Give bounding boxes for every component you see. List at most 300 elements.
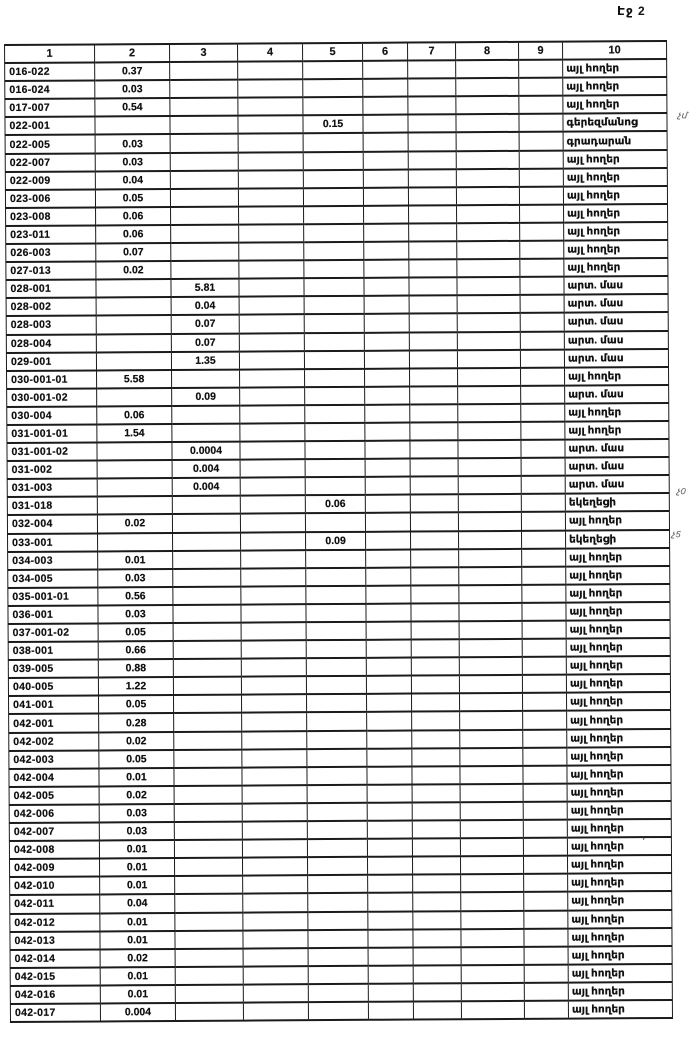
cell-land-use: այլ հողեր: [567, 765, 671, 784]
cell-col-9: [519, 96, 563, 114]
cell-col-2: 0.56: [98, 587, 173, 606]
cell-col-2: 0.06: [96, 207, 171, 226]
cell-col-6: [364, 278, 409, 296]
cell-col-2: 0.01: [100, 876, 175, 895]
cell-col-6: [364, 242, 409, 260]
cell-col-8: [459, 675, 522, 693]
cell-col-6: [364, 314, 409, 332]
cell-col-9: [520, 204, 564, 222]
cell-col-6: [366, 585, 411, 603]
cell-col-4: [240, 459, 305, 477]
cell-parcel-code: 035-001-01: [8, 587, 98, 606]
cell-col-5: [305, 513, 365, 531]
cell-col-9: [522, 657, 566, 675]
cell-col-3: [173, 586, 241, 605]
cell-col-2: 0.05: [98, 623, 173, 642]
cell-parcel-code: 042-009: [9, 859, 99, 878]
cell-col-6: [364, 205, 409, 223]
cell-col-3: [174, 840, 242, 859]
cell-col-4: [239, 260, 304, 278]
cell-col-6: [364, 332, 409, 350]
cell-land-use: այլ հողեր: [566, 674, 670, 693]
cell-parcel-code: 031-001-02: [7, 443, 97, 462]
land-parcel-table-wrap: [4, 40, 672, 1023]
cell-col-2: [96, 352, 171, 371]
cell-col-6: [363, 169, 408, 187]
cell-col-9: [520, 277, 564, 295]
cell-col-7: [412, 856, 460, 874]
cell-col-9: [519, 132, 563, 150]
cell-col-4: [240, 423, 305, 441]
cell-col-3: [172, 405, 240, 424]
cell-col-6: [368, 893, 413, 911]
cell-col-2: 0.04: [100, 894, 175, 913]
cell-col-9: [521, 367, 565, 385]
cell-col-7: [413, 965, 461, 983]
cell-col-3: [174, 804, 242, 823]
cell-col-6: [367, 712, 412, 730]
cell-parcel-code: 022-005: [5, 135, 95, 154]
cell-parcel-code: 042-003: [9, 750, 99, 769]
cell-col-4: [243, 912, 308, 930]
cell-col-2: 0.01: [98, 551, 173, 570]
cell-col-6: [363, 115, 408, 133]
cell-col-8: [459, 530, 522, 548]
cell-col-8: [460, 802, 523, 820]
cell-col-8: [456, 114, 519, 132]
cell-parcel-code: 039-005: [8, 660, 98, 679]
cell-col-2: 0.37: [95, 62, 170, 81]
cell-col-2: 0.03: [99, 804, 174, 823]
cell-col-5: [307, 748, 367, 766]
cell-col-8: [456, 132, 519, 150]
land-parcel-table: [4, 40, 673, 1023]
cell-col-5: [304, 296, 364, 314]
cell-col-5: [303, 151, 363, 169]
cell-col-8: [461, 928, 524, 946]
cell-col-2: 5.58: [97, 370, 172, 389]
cell-col-2: 0.02: [97, 514, 172, 533]
cell-col-6: [366, 549, 411, 567]
cell-land-use: այլ հողեր: [568, 964, 672, 983]
cell-col-9: [521, 440, 565, 458]
cell-col-5: [303, 97, 363, 115]
table-row: [10, 1000, 672, 1022]
cell-land-use: եկեղեցի: [565, 529, 669, 548]
cell-col-4: [243, 894, 308, 912]
cell-col-8: [457, 349, 520, 367]
cell-land-use: այլ հողեր: [568, 891, 672, 910]
cell-land-use: այլ հողեր: [566, 602, 670, 621]
cell-land-use: այլ հողեր: [568, 873, 672, 892]
cell-parcel-code: 022-009: [5, 171, 95, 190]
cell-col-9: [524, 946, 568, 964]
cell-col-2: 0.05: [99, 750, 174, 769]
cell-land-use: այլ հողեր: [564, 258, 668, 277]
cell-col-5: [304, 242, 364, 260]
cell-land-use: արտ. մաս: [564, 330, 668, 349]
cell-col-6: [363, 61, 408, 79]
cell-col-8: [460, 784, 523, 802]
cell-col-4: [242, 803, 307, 821]
cell-col-8: [461, 947, 524, 965]
cell-col-5: [306, 658, 366, 676]
cell-col-5: [306, 694, 366, 712]
cell-parcel-code: 028-002: [6, 298, 96, 317]
cell-col-5: [308, 1002, 368, 1020]
cell-col-6: [368, 965, 413, 983]
cell-col-4: [238, 97, 303, 115]
cell-col-2: 0.03: [95, 80, 170, 99]
cell-col-5: [306, 568, 366, 586]
cell-land-use: արտ. մաս: [565, 475, 669, 494]
cell-col-7: [409, 332, 457, 350]
cell-col-7: [412, 802, 460, 820]
cell-col-3: [173, 550, 241, 569]
cell-col-6: [368, 1002, 413, 1020]
cell-land-use: այլ հողեր: [563, 150, 667, 169]
cell-land-use: այլ հողեր: [566, 548, 670, 567]
cell-col-9: [519, 114, 563, 132]
cell-col-8: [459, 693, 522, 711]
cell-col-5: [308, 966, 368, 984]
cell-col-7: [412, 766, 460, 784]
cell-land-use: գրադարան: [563, 131, 667, 150]
cell-col-5: [303, 169, 363, 187]
cell-col-6: [367, 766, 412, 784]
cell-col-9: [519, 150, 563, 168]
cell-col-9: [523, 820, 567, 838]
cell-col-6: [365, 441, 410, 459]
cell-land-use: այլ հողեր: [566, 656, 670, 675]
cell-land-use: այլ հողեր: [565, 511, 669, 530]
cell-land-use: այլ հողեր: [568, 928, 672, 947]
cell-parcel-code: 037-001-02: [8, 623, 98, 642]
cell-col-2: [96, 315, 171, 334]
cell-col-4: [239, 333, 304, 351]
cell-parcel-code: 038-001: [8, 642, 98, 661]
cell-col-8: [456, 150, 519, 168]
cell-parcel-code: 042-014: [10, 949, 100, 968]
cell-parcel-code: 016-022: [5, 63, 95, 82]
cell-parcel-code: 022-007: [5, 153, 95, 172]
cell-parcel-code: 042-004: [9, 768, 99, 787]
cell-col-2: 0.02: [100, 949, 175, 968]
cell-land-use: այլ հողեր: [568, 1000, 672, 1019]
cell-col-4: [241, 550, 306, 568]
cell-col-2: [97, 478, 172, 497]
cell-col-5: [304, 350, 364, 368]
cell-col-8: [458, 386, 521, 404]
cell-col-4: [238, 61, 303, 79]
cell-col-9: [524, 1001, 568, 1019]
cell-col-9: [520, 223, 564, 241]
cell-parcel-code: 032-004: [7, 515, 97, 534]
cell-parcel-code: 034-003: [8, 551, 98, 570]
cell-col-6: [366, 694, 411, 712]
cell-col-8: [458, 458, 521, 476]
cell-col-7: [412, 730, 460, 748]
cell-col-4: [243, 966, 308, 984]
cell-col-7: [411, 694, 459, 712]
column-header-1: 1: [5, 44, 95, 63]
cell-col-5: [306, 549, 366, 567]
cell-col-8: [457, 259, 520, 277]
cell-col-4: [238, 79, 303, 97]
cell-col-2: 0.88: [98, 659, 173, 678]
cell-land-use: այլ հողեր: [565, 367, 669, 386]
cell-col-3: [170, 170, 238, 189]
cell-col-2: 0.004: [100, 1003, 175, 1022]
cell-land-use: այլ հողեր: [566, 584, 670, 603]
cell-col-4: [241, 532, 306, 550]
cell-col-6: [366, 622, 411, 640]
cell-col-9: [519, 60, 563, 78]
cell-col-8: [460, 820, 523, 838]
cell-col-7: [413, 875, 461, 893]
cell-col-7: [411, 567, 459, 585]
cell-parcel-code: 042-010: [10, 877, 100, 896]
cell-col-9: [523, 711, 567, 729]
cell-col-6: [365, 513, 410, 531]
cell-col-8: [457, 277, 520, 295]
cell-col-6: [366, 531, 411, 549]
cell-land-use: այլ հողեր: [564, 240, 668, 259]
cell-col-6: [364, 296, 409, 314]
cell-col-4: [238, 152, 303, 170]
cell-col-3: [172, 496, 240, 515]
cell-col-3: [171, 206, 239, 225]
cell-col-4: [239, 242, 304, 260]
cell-col-4: [239, 351, 304, 369]
cell-col-8: [457, 223, 520, 241]
cell-col-8: [459, 548, 522, 566]
cell-land-use: արտ. մաս: [565, 457, 669, 476]
column-header-4: 4: [238, 43, 303, 61]
cell-col-2: 0.54: [95, 98, 170, 117]
cell-col-9: [523, 802, 567, 820]
cell-col-4: [243, 930, 308, 948]
cell-col-2: 0.01: [99, 858, 174, 877]
cell-land-use: այլ հողեր: [565, 421, 669, 440]
cell-col-8: [458, 368, 521, 386]
cell-col-9: [523, 765, 567, 783]
cell-col-6: [365, 495, 410, 513]
cell-col-2: 0.01: [99, 768, 174, 787]
cell-col-2: 0.03: [99, 822, 174, 841]
cell-col-9: [520, 349, 564, 367]
cell-col-2: [96, 279, 171, 298]
cell-col-3: 0.07: [171, 333, 239, 352]
cell-col-4: [239, 315, 304, 333]
cell-col-4: [238, 188, 303, 206]
cell-col-5: [303, 188, 363, 206]
cell-col-3: [171, 225, 239, 244]
cell-col-8: [460, 748, 523, 766]
cell-col-8: [456, 96, 519, 114]
cell-col-3: [175, 912, 243, 931]
cell-col-8: [458, 494, 521, 512]
cell-col-9: [519, 186, 563, 204]
cell-col-5: [305, 405, 365, 423]
cell-col-2: 0.06: [97, 406, 172, 425]
cell-col-8: [457, 241, 520, 259]
cell-col-9: [523, 729, 567, 747]
cell-col-4: [240, 514, 305, 532]
cell-col-2: 0.01: [100, 967, 175, 986]
cell-col-3: 5.81: [171, 279, 239, 298]
cell-col-2: [97, 496, 172, 515]
cell-col-7: [410, 458, 458, 476]
cell-col-9: [524, 982, 568, 1000]
cell-col-9: [522, 548, 566, 566]
cell-col-9: [522, 693, 566, 711]
cell-col-6: [365, 368, 410, 386]
cell-col-4: [240, 441, 305, 459]
cell-col-8: [459, 567, 522, 585]
cell-col-9: [522, 603, 566, 621]
cell-col-2: [97, 460, 172, 479]
cell-col-2: 0.01: [100, 985, 175, 1004]
cell-col-5: [305, 387, 365, 405]
cell-col-5: 0.09: [306, 531, 366, 549]
cell-col-9: [523, 838, 567, 856]
cell-col-7: [413, 893, 461, 911]
cell-col-5: [303, 133, 363, 151]
cell-col-6: [365, 386, 410, 404]
cell-land-use: այլ հողեր: [567, 747, 671, 766]
cell-col-4: [242, 857, 307, 875]
cell-col-7: [408, 169, 456, 187]
cell-col-2: 0.02: [99, 786, 174, 805]
cell-land-use: այլ հողեր: [568, 909, 672, 928]
cell-col-4: [241, 568, 306, 586]
cell-col-4: [241, 676, 306, 694]
cell-col-3: 0.09: [172, 387, 240, 406]
cell-col-4: [243, 948, 308, 966]
cell-col-7: [411, 676, 459, 694]
cell-col-8: [457, 313, 520, 331]
cell-col-5: [306, 604, 366, 622]
cell-parcel-code: 042-002: [9, 732, 99, 751]
cell-col-4: [242, 749, 307, 767]
cell-parcel-code: 030-004: [7, 406, 97, 425]
cell-col-7: [412, 784, 460, 802]
cell-col-8: [461, 892, 524, 910]
cell-col-7: [413, 983, 461, 1001]
cell-col-2: [96, 334, 171, 353]
cell-col-7: [413, 947, 461, 965]
cell-land-use: արտ. մաս: [564, 276, 668, 295]
cell-col-5: [307, 821, 367, 839]
cell-col-9: [524, 964, 568, 982]
cell-col-4: [242, 767, 307, 785]
cell-col-7: [413, 911, 461, 929]
cell-col-5: [308, 911, 368, 929]
cell-col-5: [306, 622, 366, 640]
cell-col-2: 0.04: [95, 171, 170, 190]
column-header-10: 10: [563, 41, 667, 60]
cell-col-2: 0.02: [99, 732, 174, 751]
cell-col-5: [307, 767, 367, 785]
cell-col-3: [175, 966, 243, 985]
cell-col-8: [458, 404, 521, 422]
cell-col-3: [174, 785, 242, 804]
cell-col-4: [239, 297, 304, 315]
cell-col-4: [242, 731, 307, 749]
cell-col-9: [520, 331, 564, 349]
cell-col-7: [409, 314, 457, 332]
cell-col-7: [412, 820, 460, 838]
cell-col-3: [174, 822, 242, 841]
cell-parcel-code: 022-001: [5, 117, 95, 136]
cell-col-6: [368, 929, 413, 947]
cell-col-3: [175, 894, 243, 913]
cell-col-7: [410, 422, 458, 440]
cell-col-5: [308, 929, 368, 947]
cell-col-5: [304, 278, 364, 296]
cell-col-3: 1.35: [171, 351, 239, 370]
cell-parcel-code: 028-004: [6, 334, 96, 353]
cell-land-use: այլ հողեր: [567, 729, 671, 748]
cell-col-5: [308, 893, 368, 911]
cell-col-5: [304, 332, 364, 350]
cell-col-5: [308, 875, 368, 893]
cell-col-5: [305, 441, 365, 459]
cell-col-7: [410, 495, 458, 513]
cell-parcel-code: 027-013: [6, 262, 96, 281]
cell-col-7: [411, 531, 459, 549]
cell-col-7: [410, 368, 458, 386]
cell-col-3: [173, 604, 241, 623]
cell-col-6: [367, 839, 412, 857]
cell-parcel-code: 028-003: [6, 316, 96, 335]
cell-land-use: այլ հողեր: [567, 710, 671, 729]
cell-col-4: [239, 206, 304, 224]
cell-col-3: [170, 134, 238, 153]
cell-col-6: [367, 857, 412, 875]
cell-col-8: [460, 711, 523, 729]
column-header-2: 2: [95, 44, 170, 63]
cell-col-7: [409, 350, 457, 368]
cell-col-6: [363, 187, 408, 205]
cell-col-9: [523, 783, 567, 801]
cell-col-4: [243, 1002, 308, 1020]
cell-land-use: այլ հողեր: [566, 566, 670, 585]
cell-col-5: [303, 61, 363, 79]
cell-col-7: [408, 133, 456, 151]
cell-col-8: [460, 856, 523, 874]
cell-col-4: [243, 875, 308, 893]
cell-parcel-code: 042-016: [10, 985, 100, 1004]
cell-parcel-code: 042-017: [10, 1003, 100, 1022]
cell-col-6: [364, 223, 409, 241]
cell-col-7: [411, 657, 459, 675]
cell-col-8: [460, 766, 523, 784]
column-header-3: 3: [170, 44, 238, 63]
cell-land-use: այլ հողեր: [566, 692, 670, 711]
cell-col-8: [457, 295, 520, 313]
cell-col-9: [522, 621, 566, 639]
cell-parcel-code: 023-008: [6, 207, 96, 226]
cell-col-8: [461, 1001, 524, 1019]
cell-col-3: [173, 532, 241, 551]
cell-col-5: [307, 730, 367, 748]
cell-col-2: 0.28: [99, 713, 174, 732]
cell-land-use: այլ հողեր: [566, 620, 670, 639]
cell-col-4: [239, 278, 304, 296]
cell-col-4: [238, 116, 303, 134]
